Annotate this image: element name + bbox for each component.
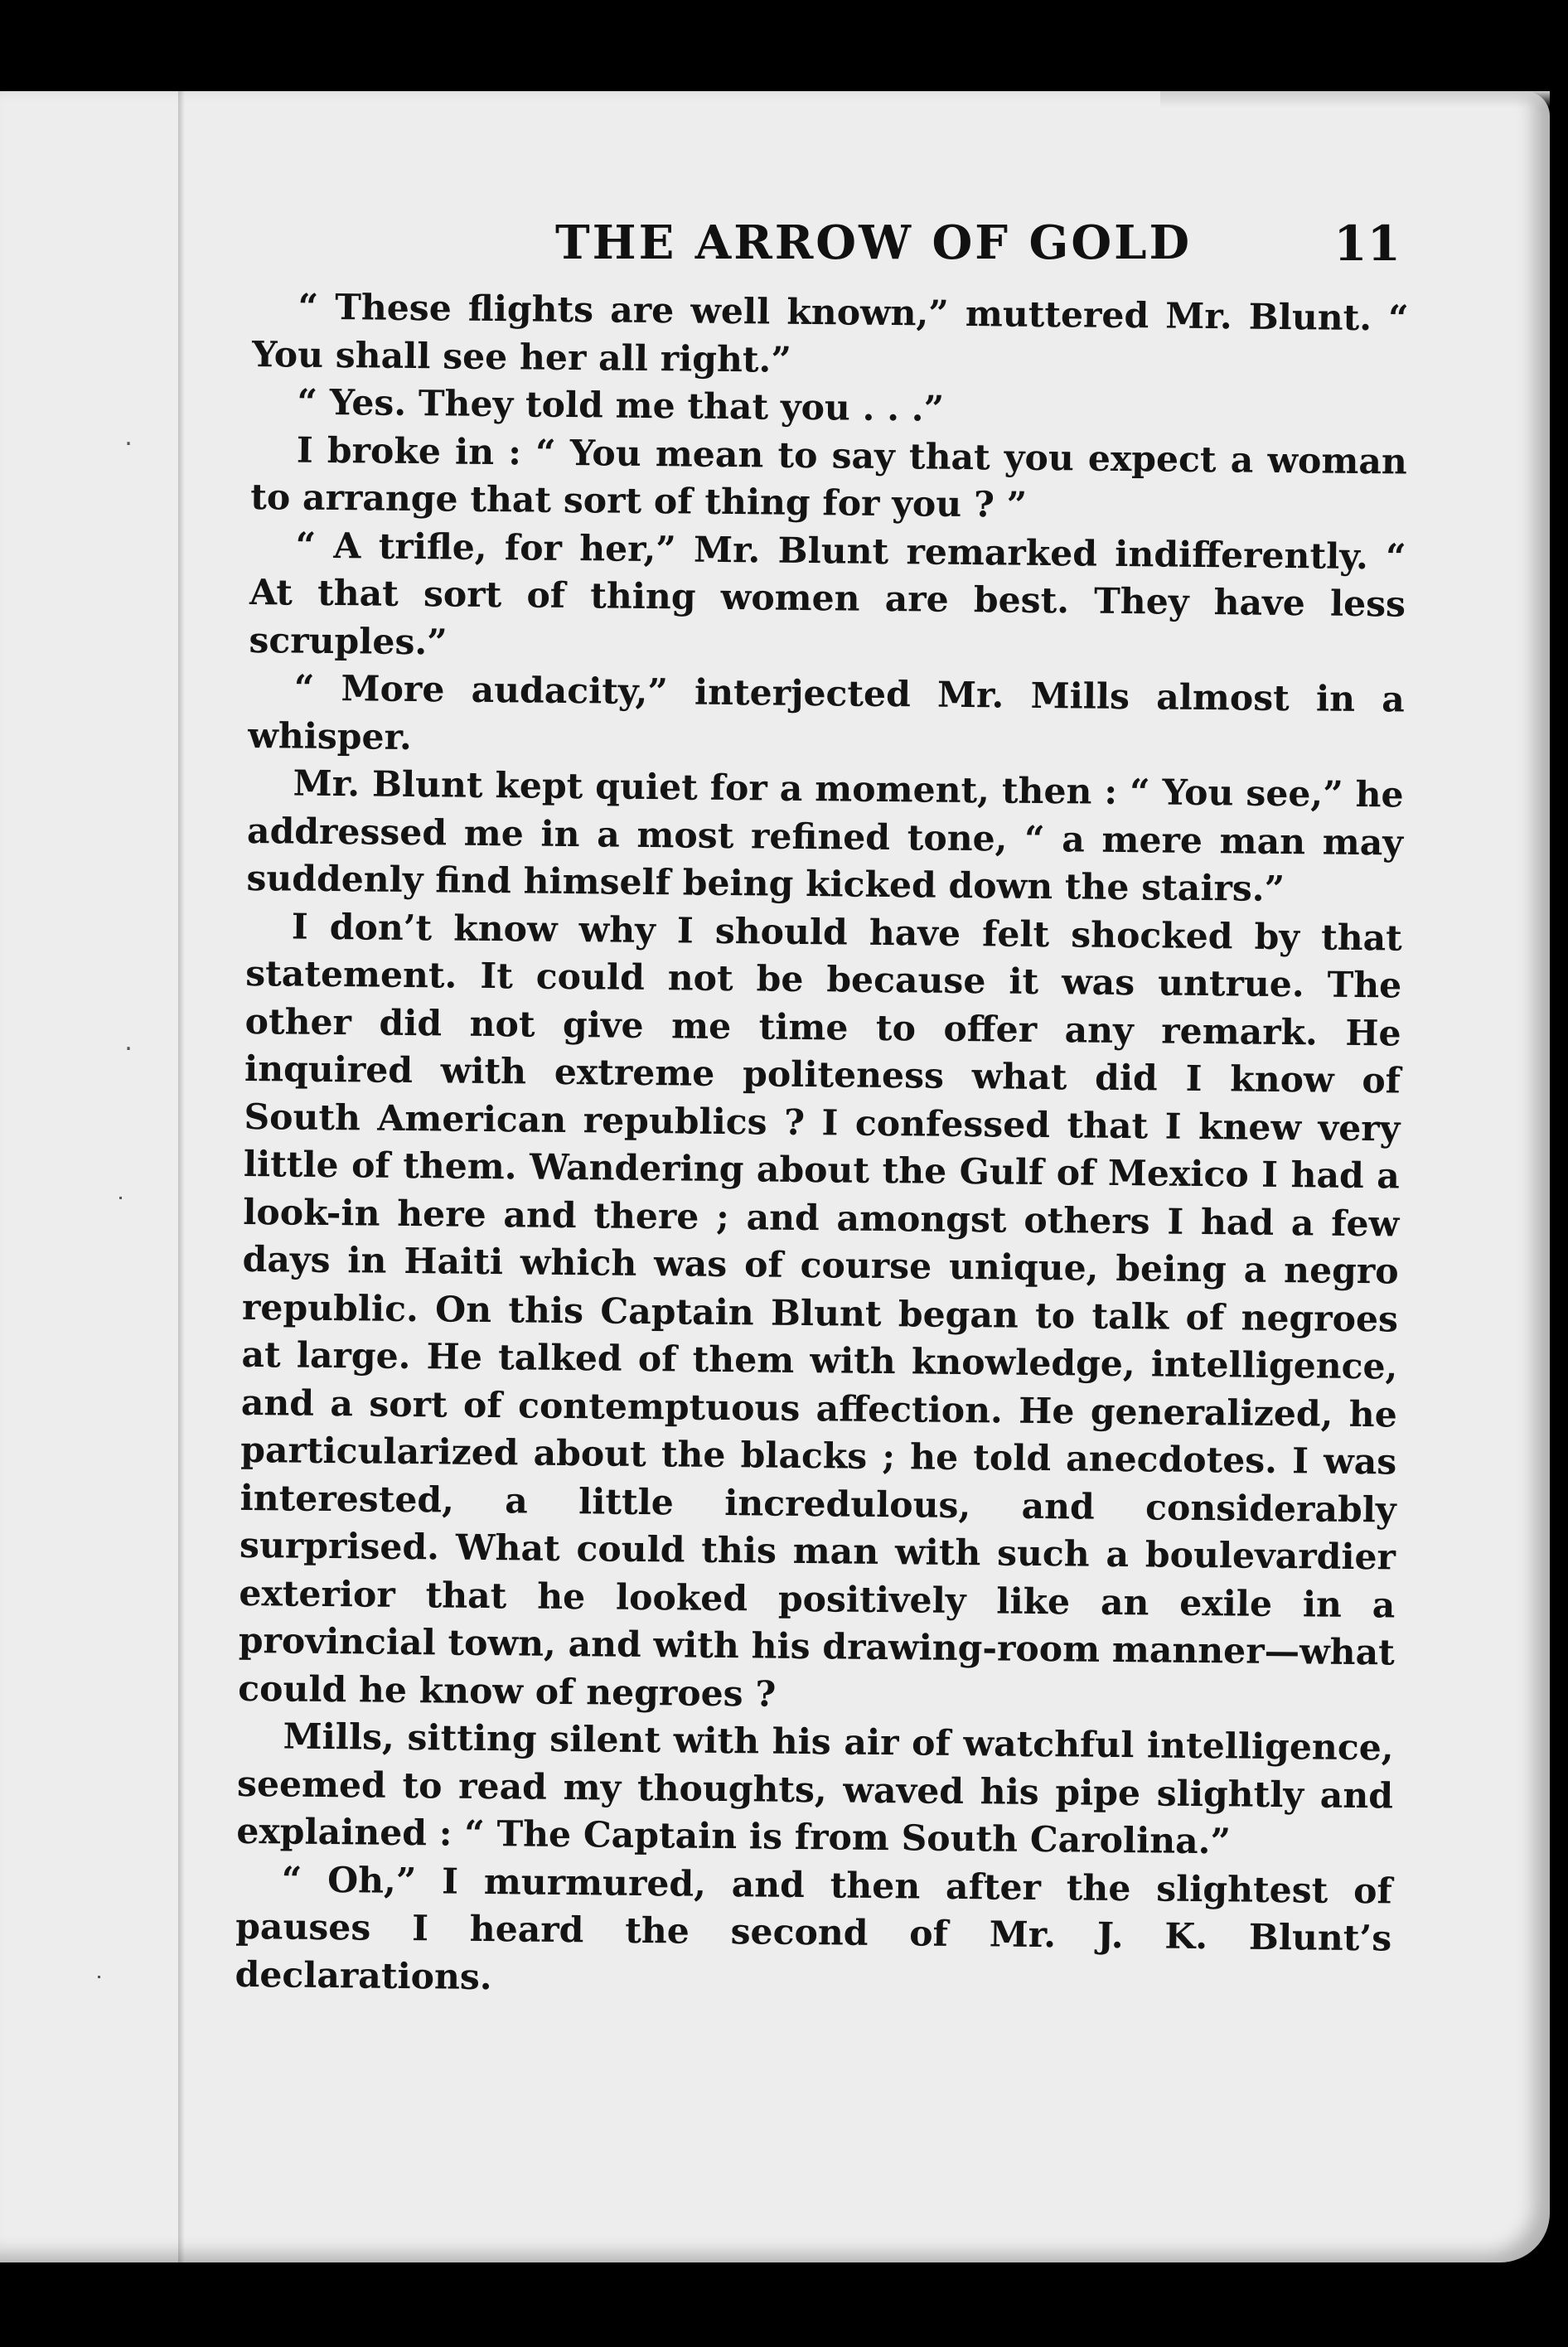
page-number: 11 <box>1333 215 1401 272</box>
paragraph: I broke in : “ You mean to say that you expect a woman to arrange that sort of thing for you ? ” <box>250 429 1408 526</box>
margin-speck: ․ <box>124 1028 133 1057</box>
running-title: THE ARROW OF GOLD <box>555 215 1193 270</box>
paragraph: “ Oh,” I murmured, and then after the slightest of pauses I heard the second of Mr. J. K. Blunt’s declarations. <box>235 1858 1393 1998</box>
page-top-edge <box>1160 91 1550 108</box>
paragraph: Mills, sitting silent with his air of watchful intelligence, seemed to read my thoughts, waved his pipe slightly and explained : “ The Captain is from South Carolina.” <box>236 1715 1394 1863</box>
paragraph: Mr. Blunt kept quiet for a moment, then : “ You see,” he addressed me in a most refined tone, “ a mere man may suddenly find himself being kicked down the stairs.” <box>246 762 1404 911</box>
paragraph: I don’t know why I should have felt shocked by that statement. It could not be because it was untrue. The other did not give me time to offer any remark. He inquired with extreme politeness what did I know of South American republics ? I confessed that I knew very little of them. Wandering about the Gulf of Mexico I had a look-in here and there ; and amongst others I had a few days in Haiti which was of course unique, being a negro republic. On this Captain Blunt began to talk of negroes at large. He talked of them with knowledge, intelligence, and a sort of contemptuous affection. He generalized, he particularized about the blacks ; he told anecdotes. I was interested, a little incredulous, and considerably surprised. What could this man with such a boulevardier exterior that he looked positively like an exile in a provincial town, and with his drawing-room manner—what could he know of negroes ? <box>237 906 1403 1715</box>
paragraph: “ These flights are well known,” muttered Mr. Blunt. “ You shall see her all right.” <box>251 286 1409 381</box>
margin-speck: ˙ <box>114 1193 127 1222</box>
paragraph: “ More audacity,” interjected Mr. Mills almost in a whisper. <box>248 667 1406 758</box>
running-head <box>555 215 1401 282</box>
paragraph: “ A trifle, for her,” Mr. Blunt remarked indifferently. “ At that sort of thing women are best. They have less scruples.” <box>249 525 1406 663</box>
page-gutter-shadow <box>178 91 185 2262</box>
margin-speck: ․ <box>124 423 133 452</box>
margin-speck: ˙ <box>93 1972 105 2001</box>
body-text <box>235 283 1409 2011</box>
book-page <box>0 91 1550 2262</box>
paragraph: “ Yes. They told me that you . . .” <box>297 381 945 430</box>
